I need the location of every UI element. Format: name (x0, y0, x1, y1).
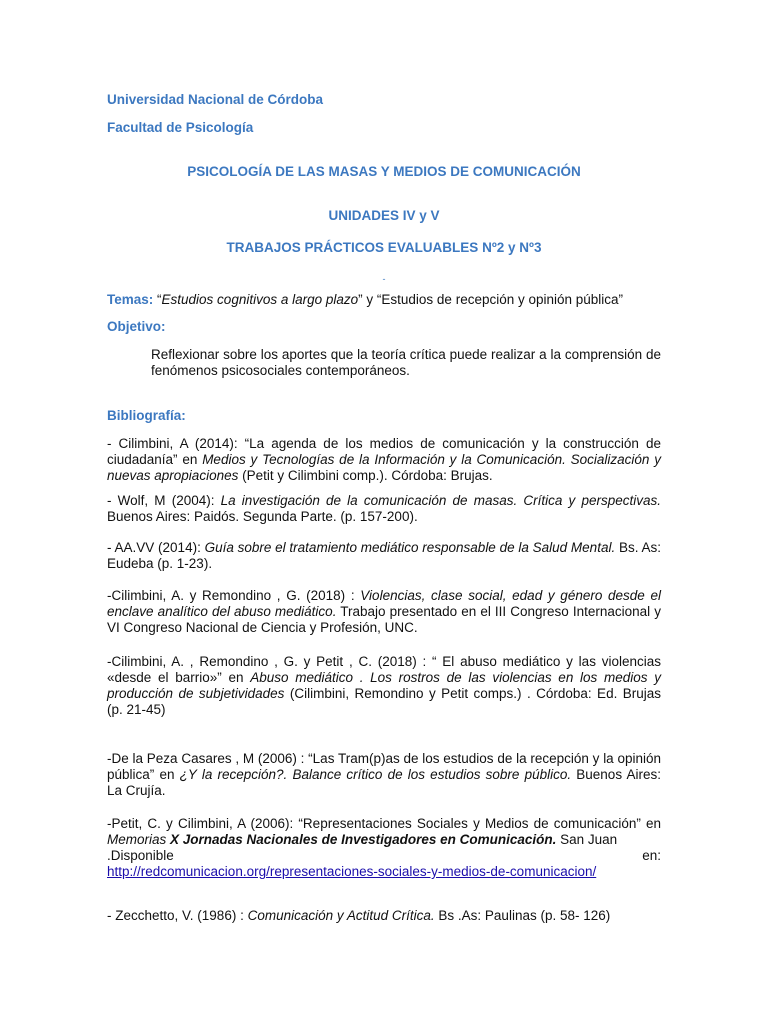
bib-item-text: Bs. As: Eudeba (p. 1-23). (107, 540, 661, 571)
bib-item-title: Guía sobre el tratamiento mediático responsable de la Salud Mental. (204, 540, 616, 555)
bib-item-title: Memorias (107, 832, 171, 847)
bib-item-text: (Cilimbini, Remondino y Petit comps.) . Córdoba: Ed. Brujas (p. 21-45) (107, 686, 661, 717)
objective-text: Reflexionar sobre los aportes que la teoría crítica puede realizar a la comprensión de fenómenos psicosociales contemporáneos. (151, 347, 661, 378)
bib-item (107, 816, 661, 880)
bibliography-label: Bibliografía: (107, 408, 186, 423)
topics-topic1: Estudios cognitivos a largo plazo (161, 292, 359, 307)
bib-item-title: Medios y Tecnologías de la Información y la Comunicación. Socialización y nuevas apropiaciones (107, 452, 661, 483)
bib-item-text: San Juan (556, 832, 618, 847)
topics-rest: ” y “Estudios de recepción y opinión pública” (358, 292, 624, 307)
bib-item-text: Buenos Aires: La Crujía. (107, 767, 661, 798)
bib-item-title: Abuso mediático . Los rostros de las violencias en los medios y producción de subjetividades (107, 670, 661, 701)
bib-item-text: Trabajo presentado en el III Congreso Internacional y VI Congreso Nacional de Ciencia y Profesión, UNC. (107, 604, 661, 635)
bib-item (107, 540, 661, 572)
bib-item-paragraph (107, 816, 661, 848)
reference-link[interactable]: http://redcomunicacion.org/representaciones-sociales-y-medios-de-comunicacion/ (107, 864, 597, 879)
bib-item-title: La investigación de la comunicación de masas. Crítica y perspectivas. (220, 493, 661, 508)
bib-item (107, 588, 661, 636)
bib-item-text: - Zecchetto, V. (1986) : (107, 908, 248, 923)
topics-line (107, 292, 661, 308)
objective-label: Objetivo: (107, 319, 166, 334)
bib-item-text: Bs .As: Paulinas (p. 58- 126) (434, 908, 611, 923)
bib-item-text: - Wolf, M (2004): (107, 493, 221, 508)
bib-item-text: (Petit y Cilimbini comp.). Córdoba: Brujas. (238, 468, 493, 483)
bib-item-title-bold: X Jornadas Nacionales de Investigadores en Comunicación. (170, 832, 557, 847)
bib-item-text: - Cilimbini, A (2014): “La agenda de los medios de comunicación y la construcción de ciudadanía” en (107, 436, 661, 467)
available-en: en: (642, 848, 661, 863)
bib-item (107, 751, 661, 799)
bib-item-title: Violencias, clase social, edad y género desde el enclave analítico del abuso mediático. (107, 588, 662, 619)
topics-label: Temas: (107, 292, 154, 307)
available-label: .Disponible (107, 848, 174, 863)
bib-item-text: -Cilimbini, A. , Remondino , G. y Petit , C. (2018) : “ El abuso mediático y las violencias «desde el barrio»” en (107, 654, 661, 685)
availability-line (107, 848, 661, 864)
bib-item (107, 493, 661, 525)
separator-dash: - (382, 274, 386, 284)
units-heading: UNIDADES IV y V (328, 208, 440, 223)
bib-item-text: -Petit, C. y Cilimbini, A (2006): “Representaciones Sociales y Medios de comunicación” en (107, 816, 661, 831)
university-name: Universidad Nacional de Córdoba (107, 92, 324, 107)
topics-open-quote: “ (153, 292, 162, 307)
bib-item (107, 654, 661, 718)
bib-item-text: Buenos Aires: Paidós. Segunda Parte. (p. 157-200). (107, 509, 418, 524)
bib-item (107, 908, 661, 924)
bib-item (107, 436, 661, 484)
bib-item-title: ¿Y la recepción?. Balance crítico de los estudios sobre público. (179, 767, 572, 782)
bib-item-text: -Cilimbini, A. y Remondino , G. (2018) : (107, 588, 361, 603)
faculty-name: Facultad de Psicología (107, 120, 254, 135)
bib-item-text: -De la Peza Casares , M (2006) : “Las Tram(p)as de los estudios de la recepción y la opinión pública” en (107, 751, 661, 782)
assignments-heading: TRABAJOS PRÁCTICOS EVALUABLES Nº2 y Nº3 (226, 240, 542, 255)
bib-item-text: - AA.VV (2014): (107, 540, 205, 555)
course-title: PSICOLOGÍA DE LAS MASAS Y MEDIOS DE COMUNICACIÓN (187, 164, 581, 179)
bib-item-title: Comunicación y Actitud Crítica. (247, 908, 435, 923)
